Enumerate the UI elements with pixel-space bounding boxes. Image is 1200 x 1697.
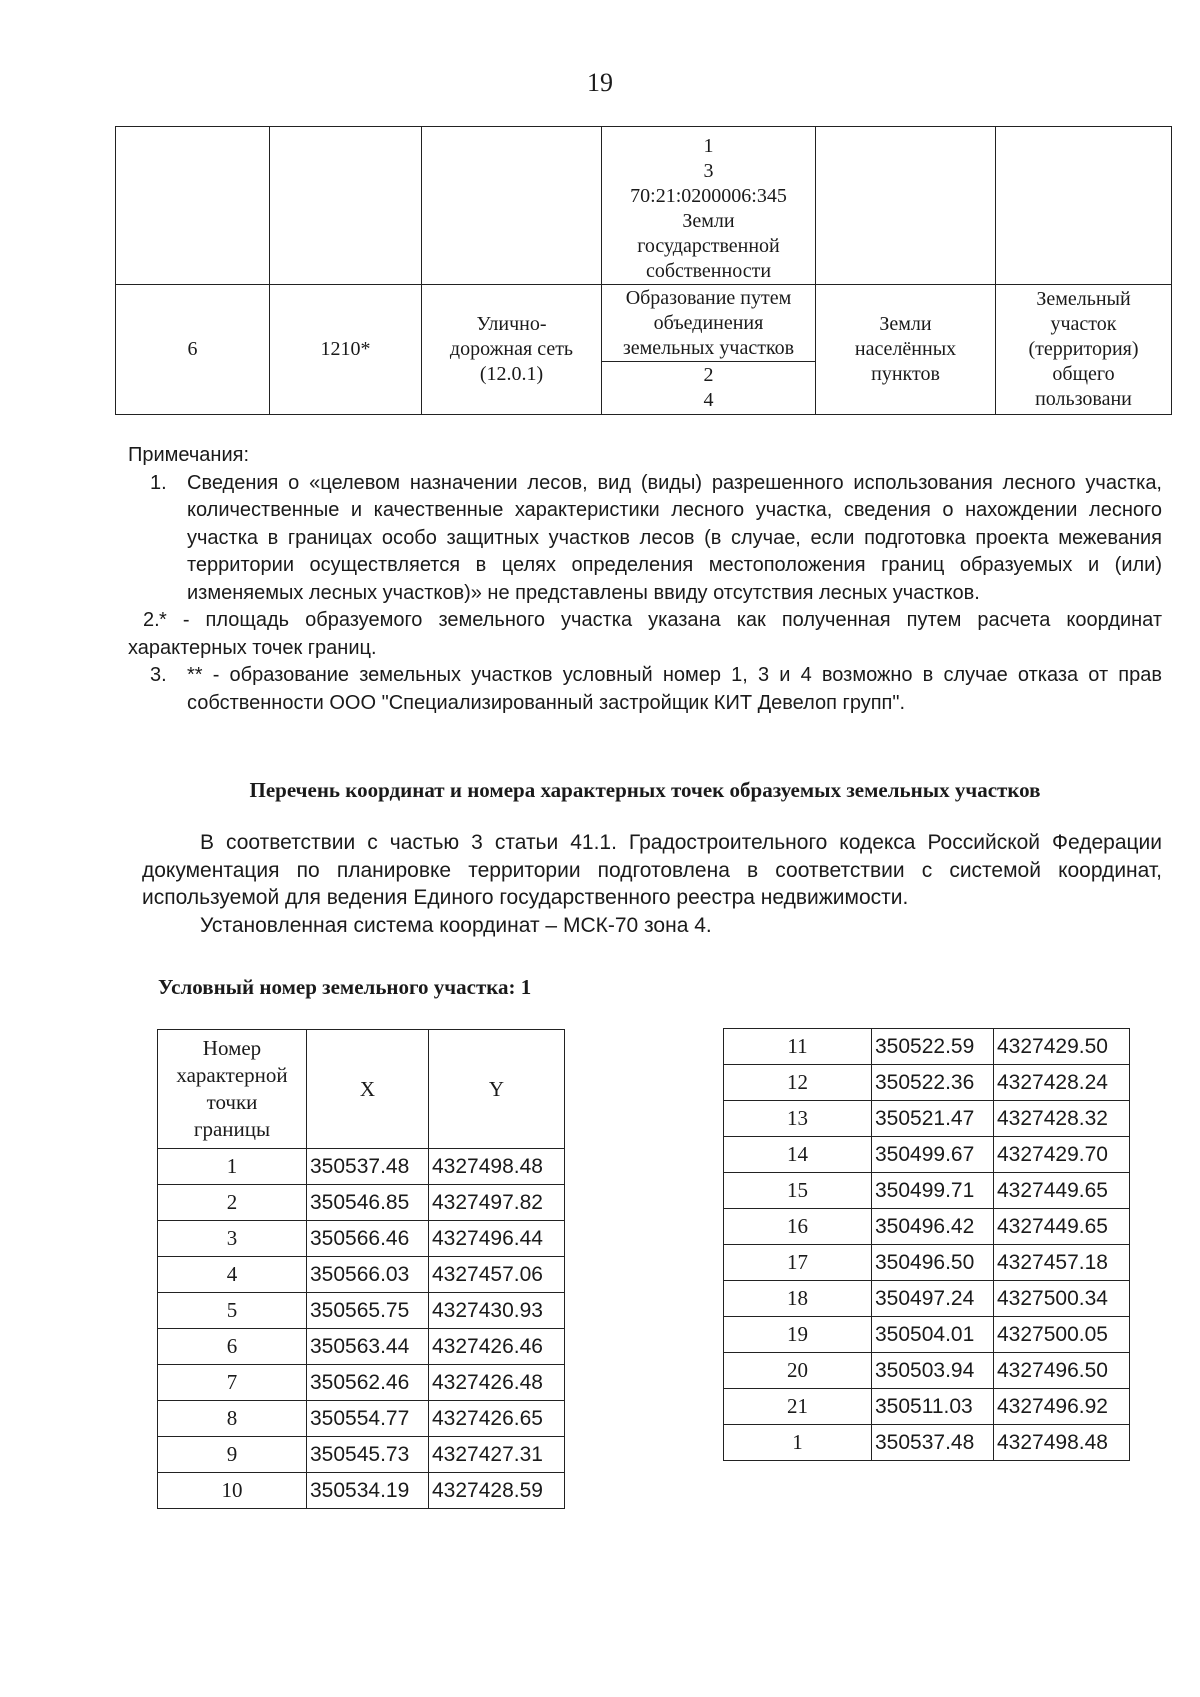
y-cell: 4327496.92 <box>994 1389 1130 1425</box>
table-cell <box>602 285 816 362</box>
y-cell: 4327449.65 <box>994 1209 1130 1245</box>
x-cell: 350566.46 <box>307 1221 429 1257</box>
y-cell: 4327500.05 <box>994 1317 1130 1353</box>
table-row <box>158 1293 565 1329</box>
y-cell: 4327429.70 <box>994 1137 1130 1173</box>
header-line: характерной <box>176 1063 288 1087</box>
y-cell: 4327427.31 <box>429 1437 565 1473</box>
table-row <box>158 1329 565 1365</box>
point-number-cell: 16 <box>724 1209 872 1245</box>
header-line: Номер <box>202 1036 262 1060</box>
cell-line: пунктов <box>871 363 940 385</box>
coordinates-table-right <box>723 1028 1130 1461</box>
note-text: Сведения о «целевом назначении лесов, вид (виды) разрешенного использования лесного участка, количественные и качественные характеристики лесного участка, сведения о нахождении лесного участка в границах особо защитных участков лесов (в случае, если подготовка проекта межевания территории осуществляется в целях определения местоположения границ образуемых и (или) изменяемых лесных участков)» не представлены ввиду отсутствия лесных участков. <box>187 471 1162 604</box>
page-number: 19 <box>587 68 613 97</box>
point-number-cell: 6 <box>158 1329 307 1365</box>
table-row <box>724 1281 1130 1317</box>
y-cell: 4327496.50 <box>994 1353 1130 1389</box>
y-cell: 4327457.18 <box>994 1245 1130 1281</box>
table-cell <box>816 127 996 285</box>
y-cell: 4327428.32 <box>994 1101 1130 1137</box>
cell-line: Земельный <box>1036 288 1131 310</box>
point-number-cell: 15 <box>724 1173 872 1209</box>
plot-title: Условный номер земельного участка: 1 <box>158 975 532 999</box>
note-item <box>128 662 1162 717</box>
x-cell: 350499.71 <box>872 1173 994 1209</box>
cell-line: государственной <box>637 235 780 257</box>
cell-line: участок <box>1050 313 1117 335</box>
point-number-cell: 18 <box>724 1281 872 1317</box>
table-cell: 6 <box>116 285 270 415</box>
point-number-cell: 13 <box>724 1101 872 1137</box>
point-number-cell: 14 <box>724 1137 872 1173</box>
section-title: Перечень координат и номера характерных точек образуемых земельных участков <box>249 778 1041 802</box>
table-row <box>724 1245 1130 1281</box>
cell-line: объединения <box>653 311 764 334</box>
point-number-cell: 21 <box>724 1389 872 1425</box>
table-row <box>158 1221 565 1257</box>
y-cell: 4327428.59 <box>429 1473 565 1509</box>
cell-line: земельных участков <box>622 336 795 359</box>
table-row <box>116 285 1172 362</box>
x-cell: 350537.48 <box>307 1149 429 1185</box>
table-row <box>158 1473 565 1509</box>
point-number-cell: 3 <box>158 1221 307 1257</box>
table-cell <box>602 127 816 285</box>
x-cell: 350566.03 <box>307 1257 429 1293</box>
cell-line: 1 <box>703 135 714 157</box>
point-number-cell: 17 <box>724 1245 872 1281</box>
cell-line: пользовани <box>1035 388 1132 410</box>
table-header-row <box>158 1030 565 1149</box>
table-row <box>724 1065 1130 1101</box>
cell-line: дорожная сеть <box>449 338 574 360</box>
cell-line: Земли <box>682 210 735 232</box>
point-number-cell: 20 <box>724 1353 872 1389</box>
header-line: точки <box>206 1090 258 1114</box>
table-row <box>724 1317 1130 1353</box>
table-row <box>724 1353 1130 1389</box>
x-cell: 350534.19 <box>307 1473 429 1509</box>
table-row <box>158 1149 565 1185</box>
table-row <box>724 1425 1130 1461</box>
point-number-cell: 8 <box>158 1401 307 1437</box>
note-text: * - площадь образуемого земельного участка указана как полученная путем расчета координат характерных точек границ. <box>128 609 1162 659</box>
point-number-cell: 11 <box>724 1029 872 1065</box>
x-cell: 350565.75 <box>307 1293 429 1329</box>
table-row <box>158 1257 565 1293</box>
header-point-number <box>158 1030 307 1149</box>
point-number-cell: 1 <box>158 1149 307 1185</box>
header-x: X <box>307 1030 429 1149</box>
y-cell: 4327428.24 <box>994 1065 1130 1101</box>
cell-line: собственности <box>645 260 772 282</box>
intro-paragraph: Установленная система координат – МСК-70 зона 4. <box>200 913 712 937</box>
notes-caption: Примечания: <box>128 444 250 466</box>
header-y: Y <box>429 1030 565 1149</box>
table-row <box>158 1365 565 1401</box>
y-cell: 4327429.50 <box>994 1029 1130 1065</box>
table-row <box>158 1437 565 1473</box>
y-cell: 4327457.06 <box>429 1257 565 1293</box>
y-cell: 4327449.65 <box>994 1173 1130 1209</box>
x-cell: 350504.01 <box>872 1317 994 1353</box>
cell-line: населённых <box>854 338 957 360</box>
table-cell <box>116 127 270 285</box>
table-cell <box>996 127 1172 285</box>
point-number-cell: 10 <box>158 1473 307 1509</box>
y-cell: 4327498.48 <box>994 1425 1130 1461</box>
point-number-cell: 5 <box>158 1293 307 1329</box>
x-cell: 350503.94 <box>872 1353 994 1389</box>
y-cell: 4327426.46 <box>429 1329 565 1365</box>
table-row <box>724 1101 1130 1137</box>
table-cell <box>422 285 602 415</box>
point-number-cell: 7 <box>158 1365 307 1401</box>
point-number-cell: 9 <box>158 1437 307 1473</box>
table-cell <box>602 362 816 415</box>
table-cell: 1210* <box>270 285 422 415</box>
x-cell: 350522.59 <box>872 1029 994 1065</box>
note-number: 2. <box>143 609 160 631</box>
note-number: 3. <box>150 664 167 686</box>
cell-line: 4 <box>703 389 714 411</box>
table-row <box>724 1029 1130 1065</box>
y-cell: 4327498.48 <box>429 1149 565 1185</box>
x-cell: 350496.42 <box>872 1209 994 1245</box>
x-cell: 350562.46 <box>307 1365 429 1401</box>
table-row <box>724 1173 1130 1209</box>
x-cell: 350537.48 <box>872 1425 994 1461</box>
coordinates-body-right <box>724 1029 1130 1461</box>
x-cell: 350554.77 <box>307 1401 429 1437</box>
notes <box>128 442 1162 717</box>
intro-paragraph: В соответствии с частью 3 статьи 41.1. Градостроительного кодекса Российской Федерации документация по планировке территории подготовлена в соответствии с системой координат, используемой для ведения Единого государственного реестра недвижимости. <box>142 831 1162 909</box>
x-cell: 350546.85 <box>307 1185 429 1221</box>
note-item <box>128 607 1162 662</box>
x-cell: 350511.03 <box>872 1389 994 1425</box>
note-text: ** - образование земельных участков условный номер 1, 3 и 4 возможно в случае отказа от прав собственности ООО "Специализированный застройщик КИТ Девелоп групп". <box>187 664 1162 714</box>
table-cell <box>996 285 1172 415</box>
cell-line: 3 <box>703 160 714 182</box>
x-cell: 350497.24 <box>872 1281 994 1317</box>
x-cell: 350521.47 <box>872 1101 994 1137</box>
cell-line: Улично- <box>476 313 547 335</box>
y-cell: 4327496.44 <box>429 1221 565 1257</box>
cell-line: Образование путем <box>625 286 792 309</box>
cell-line: (12.0.1) <box>479 363 544 385</box>
y-cell: 4327426.48 <box>429 1365 565 1401</box>
x-cell: 350563.44 <box>307 1329 429 1365</box>
table-cell <box>422 127 602 285</box>
coordinates-body-left <box>158 1149 565 1509</box>
table-row <box>158 1185 565 1221</box>
top-table <box>115 126 1172 415</box>
cell-line: общего <box>1052 363 1115 385</box>
y-cell: 4327497.82 <box>429 1185 565 1221</box>
table-cell <box>270 127 422 285</box>
table-row <box>158 1401 565 1437</box>
point-number-cell: 2 <box>158 1185 307 1221</box>
table-cell <box>816 285 996 415</box>
point-number-cell: 19 <box>724 1317 872 1353</box>
cell-line: (территория) <box>1028 338 1139 360</box>
intro <box>142 829 1162 939</box>
point-number-cell: 12 <box>724 1065 872 1101</box>
x-cell: 350496.50 <box>872 1245 994 1281</box>
cell-line: 70:21:0200006:345 <box>630 185 787 207</box>
y-cell: 4327426.65 <box>429 1401 565 1437</box>
x-cell: 350545.73 <box>307 1437 429 1473</box>
table-row <box>724 1389 1130 1425</box>
cell-line: Земли <box>879 313 932 335</box>
table-row <box>724 1137 1130 1173</box>
x-cell: 350522.36 <box>872 1065 994 1101</box>
table-row <box>724 1209 1130 1245</box>
x-cell: 350499.67 <box>872 1137 994 1173</box>
coordinates-table-left <box>157 1029 565 1509</box>
note-number: 1. <box>150 471 167 494</box>
point-number-cell: 1 <box>724 1425 872 1461</box>
note-item <box>128 470 1162 608</box>
table-row <box>116 127 1172 285</box>
header-line: границы <box>193 1117 271 1141</box>
point-number-cell: 4 <box>158 1257 307 1293</box>
cell-line: 2 <box>703 364 714 386</box>
y-cell: 4327500.34 <box>994 1281 1130 1317</box>
y-cell: 4327430.93 <box>429 1293 565 1329</box>
